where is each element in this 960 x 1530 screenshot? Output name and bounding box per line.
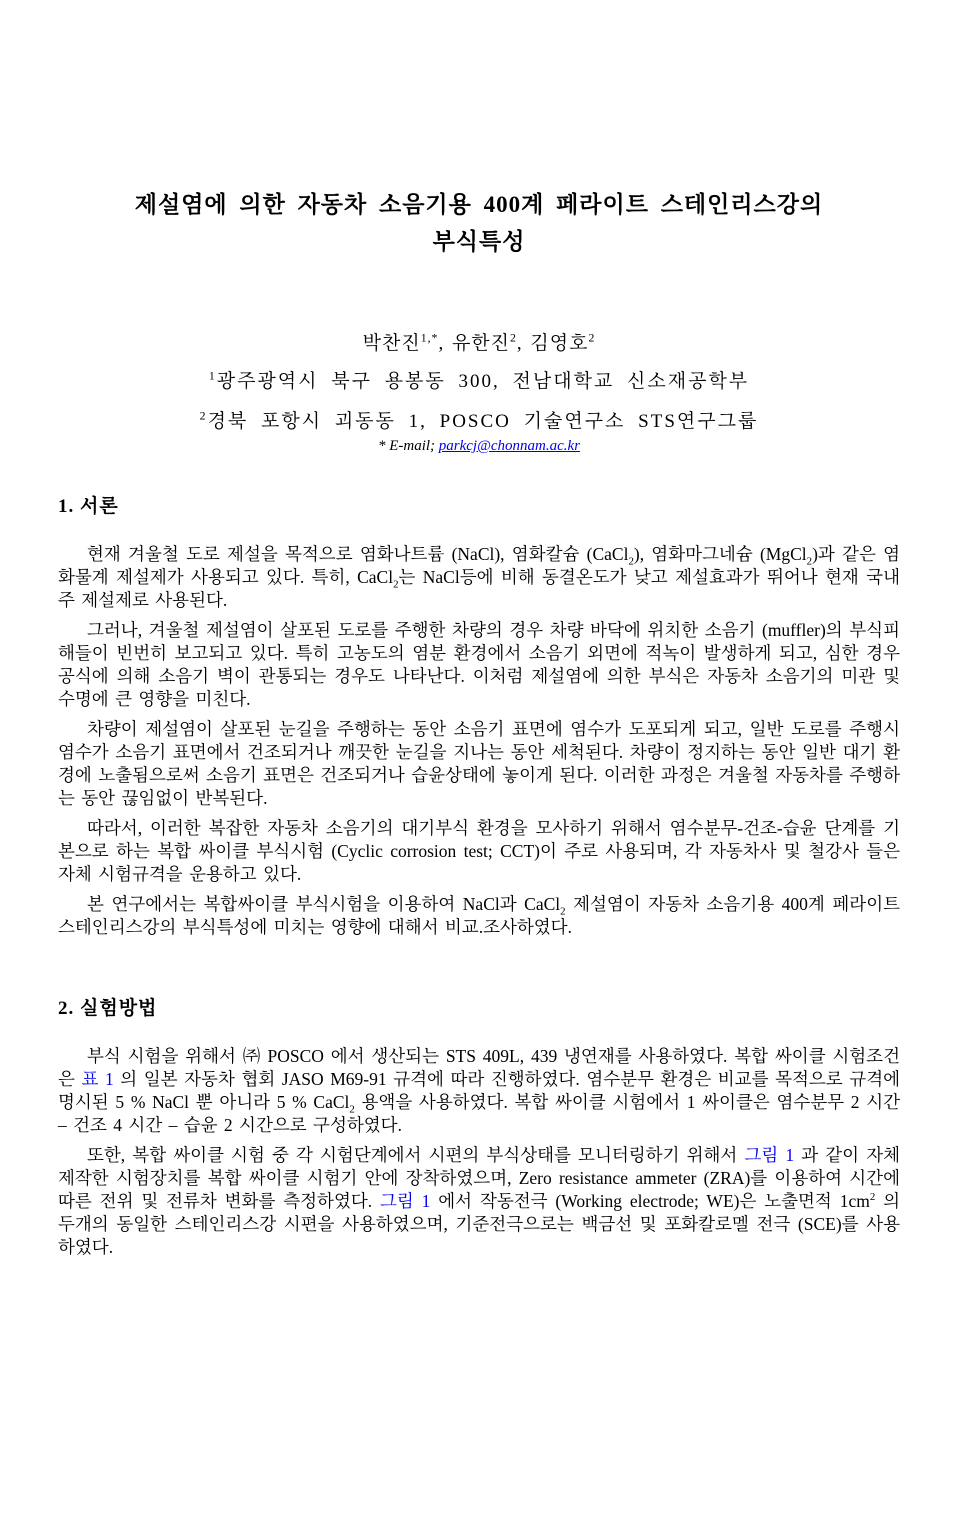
text-run: 현재 겨울철 도로 제설을 목적으로 염화나트륨 (NaCl), 염화칼슘 (CaCl (87, 544, 629, 564)
subscript-text: 2 (806, 555, 813, 568)
text-run: 박찬진 (362, 333, 421, 354)
intro-paragraph-1 (58, 543, 900, 612)
superscript-text: 1 (208, 369, 217, 383)
text-run: 또한, 복합 싸이클 시험 중 각 시험단계에서 시편의 부식상태를 모니터링하기 위해서 (87, 1145, 745, 1165)
section-heading-introduction: 1. 서론 (58, 496, 119, 517)
superscript-text: 1,* (420, 331, 439, 345)
cross-reference-link[interactable]: 그림 1 (380, 1191, 431, 1211)
email-link[interactable]: parkcj@chonnam.ac.kr (438, 438, 581, 454)
text-run: ), 염화마그네슘 (MgCl (633, 544, 807, 564)
subscript-text: 2 (349, 1103, 355, 1116)
text-run: 광주광역시 북구 용봉동 300, 전남대학교 신소재공학부 (216, 371, 750, 392)
text-run: 는 NaCl등에 비해 동결온도가 낮고 제설효과가 뛰어나 현재 국내 주 제설제로 사용된다. (58, 567, 900, 610)
intro-paragraph-5 (58, 893, 900, 939)
text-run: )과 같은 염화물계 제설제가 사용되고 있다. 특히, CaCl (58, 544, 900, 587)
paper-title-line-2: 부식특성 (432, 229, 526, 254)
section-heading-methods: 2. 실험방법 (58, 998, 158, 1019)
subscript-text: 2 (560, 905, 566, 918)
superscript-text: 2 (510, 331, 517, 345)
affiliation-1 (58, 369, 900, 395)
author-line (58, 328, 900, 355)
superscript-text: 2 (588, 331, 596, 345)
intro-paragraph-3 (58, 718, 900, 810)
paper-title (58, 186, 900, 260)
methods-paragraph-2 (58, 1144, 900, 1259)
text-run: 경북 포항시 괴동동 1, POSCO 기술연구소 STS연구그룹 (207, 411, 759, 432)
text-run: 용액을 사용하였다. 복합 싸이클 시험에서 1 싸이클은 염수분무 2 시간 – 건조 4 시간 – 습윤 2 시간으로 구성하였다. (58, 1092, 901, 1135)
text-run: 에서 작동전극 (Working electrode; WE)은 노출면적 1cm (430, 1191, 870, 1211)
intro-paragraph-2 (58, 619, 900, 711)
intro-paragraph-4 (58, 817, 900, 886)
text-run: 의 두개의 동일한 스테인리스강 시편을 사용하였으며, 기준전극으로는 백금선 및 포화칼로멜 전극 (SCE)를 사용하였다. (58, 1191, 901, 1257)
text-run: 과 같이 자체 제작한 시험장치를 복합 싸이클 시험기 안에 장착하였으며, Zero resistance ammeter (ZRA)를 이용하여 시간에 따른 전위 및 전류차 변화를 측정하였다. (58, 1145, 900, 1211)
text-run: 제설염이 자동차 소음기용 400계 페라이트 스테인리스강의 부식특성에 미치는 영향에 대해서 비교.조사하였다. (58, 894, 900, 937)
text-run: 따라서, 이러한 복잡한 자동차 소음기의 대기부식 환경을 모사하기 위해서 염수분무-건조-습윤 단계를 기본으로 하는 복합 싸이클 부식시험 (Cyclic corrosion test; CCT)이 주로 사용되며, 각 자동차사 및 철강사 들은 자체 시험규격을 운용하고 있다. (58, 818, 900, 884)
paper-title-line-1: 제설염에 의한 자동차 소음기용 400계 페라이트 스테인리스강의 (134, 192, 824, 217)
text-run: 의 일본 자동차 협회 JASO M69-91 규격에 따라 진행하였다. 염수분무 환경은 비교를 목적으로 규격에 명시된 5 % NaCl 뿐 아니라 5 % CaCl (58, 1069, 900, 1112)
text-run: 그러나, 겨울철 제설염이 살포된 도로를 주행한 차량의 경우 차량 바닥에 위치한 소음기 (muffler)의 부식피해들이 빈번히 보고되고 있다. 특히 고농도의 염분 환경에서 소음기 외면에 적녹이 발생하게 되고, 심한 경우 공식에 의해 소음기 벽이 관통되는 경우도 나타난다. 이처럼 제설염에 의한 부식은 자동차 소음기의 미관 및 수명에 큰 영향을 미친다. (58, 620, 900, 709)
cross-reference-link[interactable]: 그림 1 (744, 1145, 795, 1165)
superscript-text: 2 (869, 1191, 876, 1204)
text-run: , 김영호 (516, 333, 589, 354)
methods-paragraph-1 (58, 1045, 900, 1137)
superscript-text: 2 (199, 409, 208, 423)
text-run: 본 연구에서는 복합싸이클 부식시험을 이용하여 NaCl과 CaCl (87, 894, 561, 914)
text-run: 차량이 제설염이 살포된 눈길을 주행하는 동안 소음기 표면에 염수가 도포되게 되고, 일반 도로를 주행시 염수가 소음기 표면에서 건조되거나 깨끗한 눈길을 지나는 동안 세척된다. 차량이 정지하는 동안 일반 대기 환경에 노출됨으로써 소음기 표면은 건조되거나 습윤상태에 놓이게 된다. 이러한 과정은 겨울철 자동차를 주행하는 동안 끊임없이 반복된다. (58, 719, 900, 808)
email-line (58, 438, 900, 455)
affiliation-2 (58, 409, 900, 435)
cross-reference-link[interactable]: 표 1 (81, 1069, 114, 1089)
subscript-text: 2 (393, 578, 399, 591)
text-run: , 유한진 (438, 333, 510, 354)
italic-text: * E-mail; (377, 438, 439, 454)
text-run: 부식 시험을 위해서 ㈜ POSCO 에서 생산되는 STS 409L, 439 냉연재를 사용하였다. 복합 싸이클 시험조건은 (58, 1046, 900, 1089)
subscript-text: 2 (628, 555, 634, 568)
